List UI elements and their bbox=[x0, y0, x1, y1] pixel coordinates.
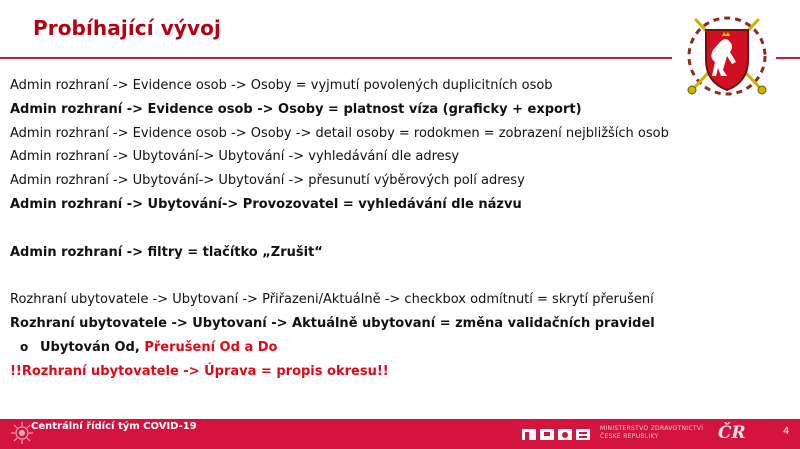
sub-bullet-black-text: Ubytován Od, bbox=[40, 339, 145, 355]
sub-bullet-red-text: Přerušení Od a Do bbox=[144, 339, 278, 355]
content-line: Admin rozhraní -> Ubytování-> Provozovatel = vyhledávání dle názvu bbox=[10, 196, 522, 212]
czr-logo: ČR bbox=[718, 423, 746, 443]
ministry-line-1: MINISTERSTVO ZDRAVOTNICTVÍ bbox=[600, 425, 704, 432]
title-divider-left bbox=[0, 57, 672, 59]
content-line: Admin rozhraní -> Ubytování-> Ubytování -> přesunutí výběrových polí adresy bbox=[10, 173, 525, 189]
slide-content bbox=[10, 74, 790, 383]
title-divider-right bbox=[776, 57, 800, 59]
ministry-name bbox=[600, 425, 703, 441]
blank-line bbox=[10, 264, 790, 288]
ministry-logo-icon bbox=[522, 427, 592, 441]
slide-title: Probíhající vývoj bbox=[33, 16, 221, 40]
content-line: Admin rozhraní -> Ubytování-> Ubytování -> vyhledávání dle adresy bbox=[10, 149, 460, 165]
content-line: Rozhraní ubytovatele -> Ubytovaní -> Přiřazeni/Aktuálně -> checkbox odmítnutí = skrytí přerušení bbox=[10, 292, 654, 308]
ministry-line-2: ČESKÉ REPUBLIKY bbox=[600, 433, 659, 440]
page-number: 4 bbox=[783, 426, 790, 437]
footer-team-label: Centrální řídící tým COVID-19 bbox=[31, 421, 197, 432]
content-line: Admin rozhraní -> Evidence osob -> Osoby -> detail osoby = rodokmen = zobrazení nejbližších osob bbox=[10, 125, 669, 141]
content-line: Rozhraní ubytovatele -> Ubytovaní -> Aktuálně ubytovaní = změna validačních pravidel bbox=[10, 315, 655, 331]
bullet-marker: o bbox=[20, 339, 29, 354]
sub-bullet-item bbox=[10, 336, 790, 360]
footer-bar bbox=[0, 419, 800, 449]
content-line: Admin rozhraní -> Evidence osob -> Osoby = vyjmutí povolených duplicitních osob bbox=[10, 78, 553, 93]
blank-line bbox=[10, 217, 790, 241]
content-line: Admin rozhraní -> Evidence osob -> Osoby = platnost víza (graficky + export) bbox=[10, 101, 582, 117]
highlighted-line: !!Rozhraní ubytovatele -> Úprava = propis okresu!! bbox=[10, 363, 389, 379]
content-line: Admin rozhraní -> filtry = tlačítko „Zrušit“ bbox=[10, 244, 323, 260]
